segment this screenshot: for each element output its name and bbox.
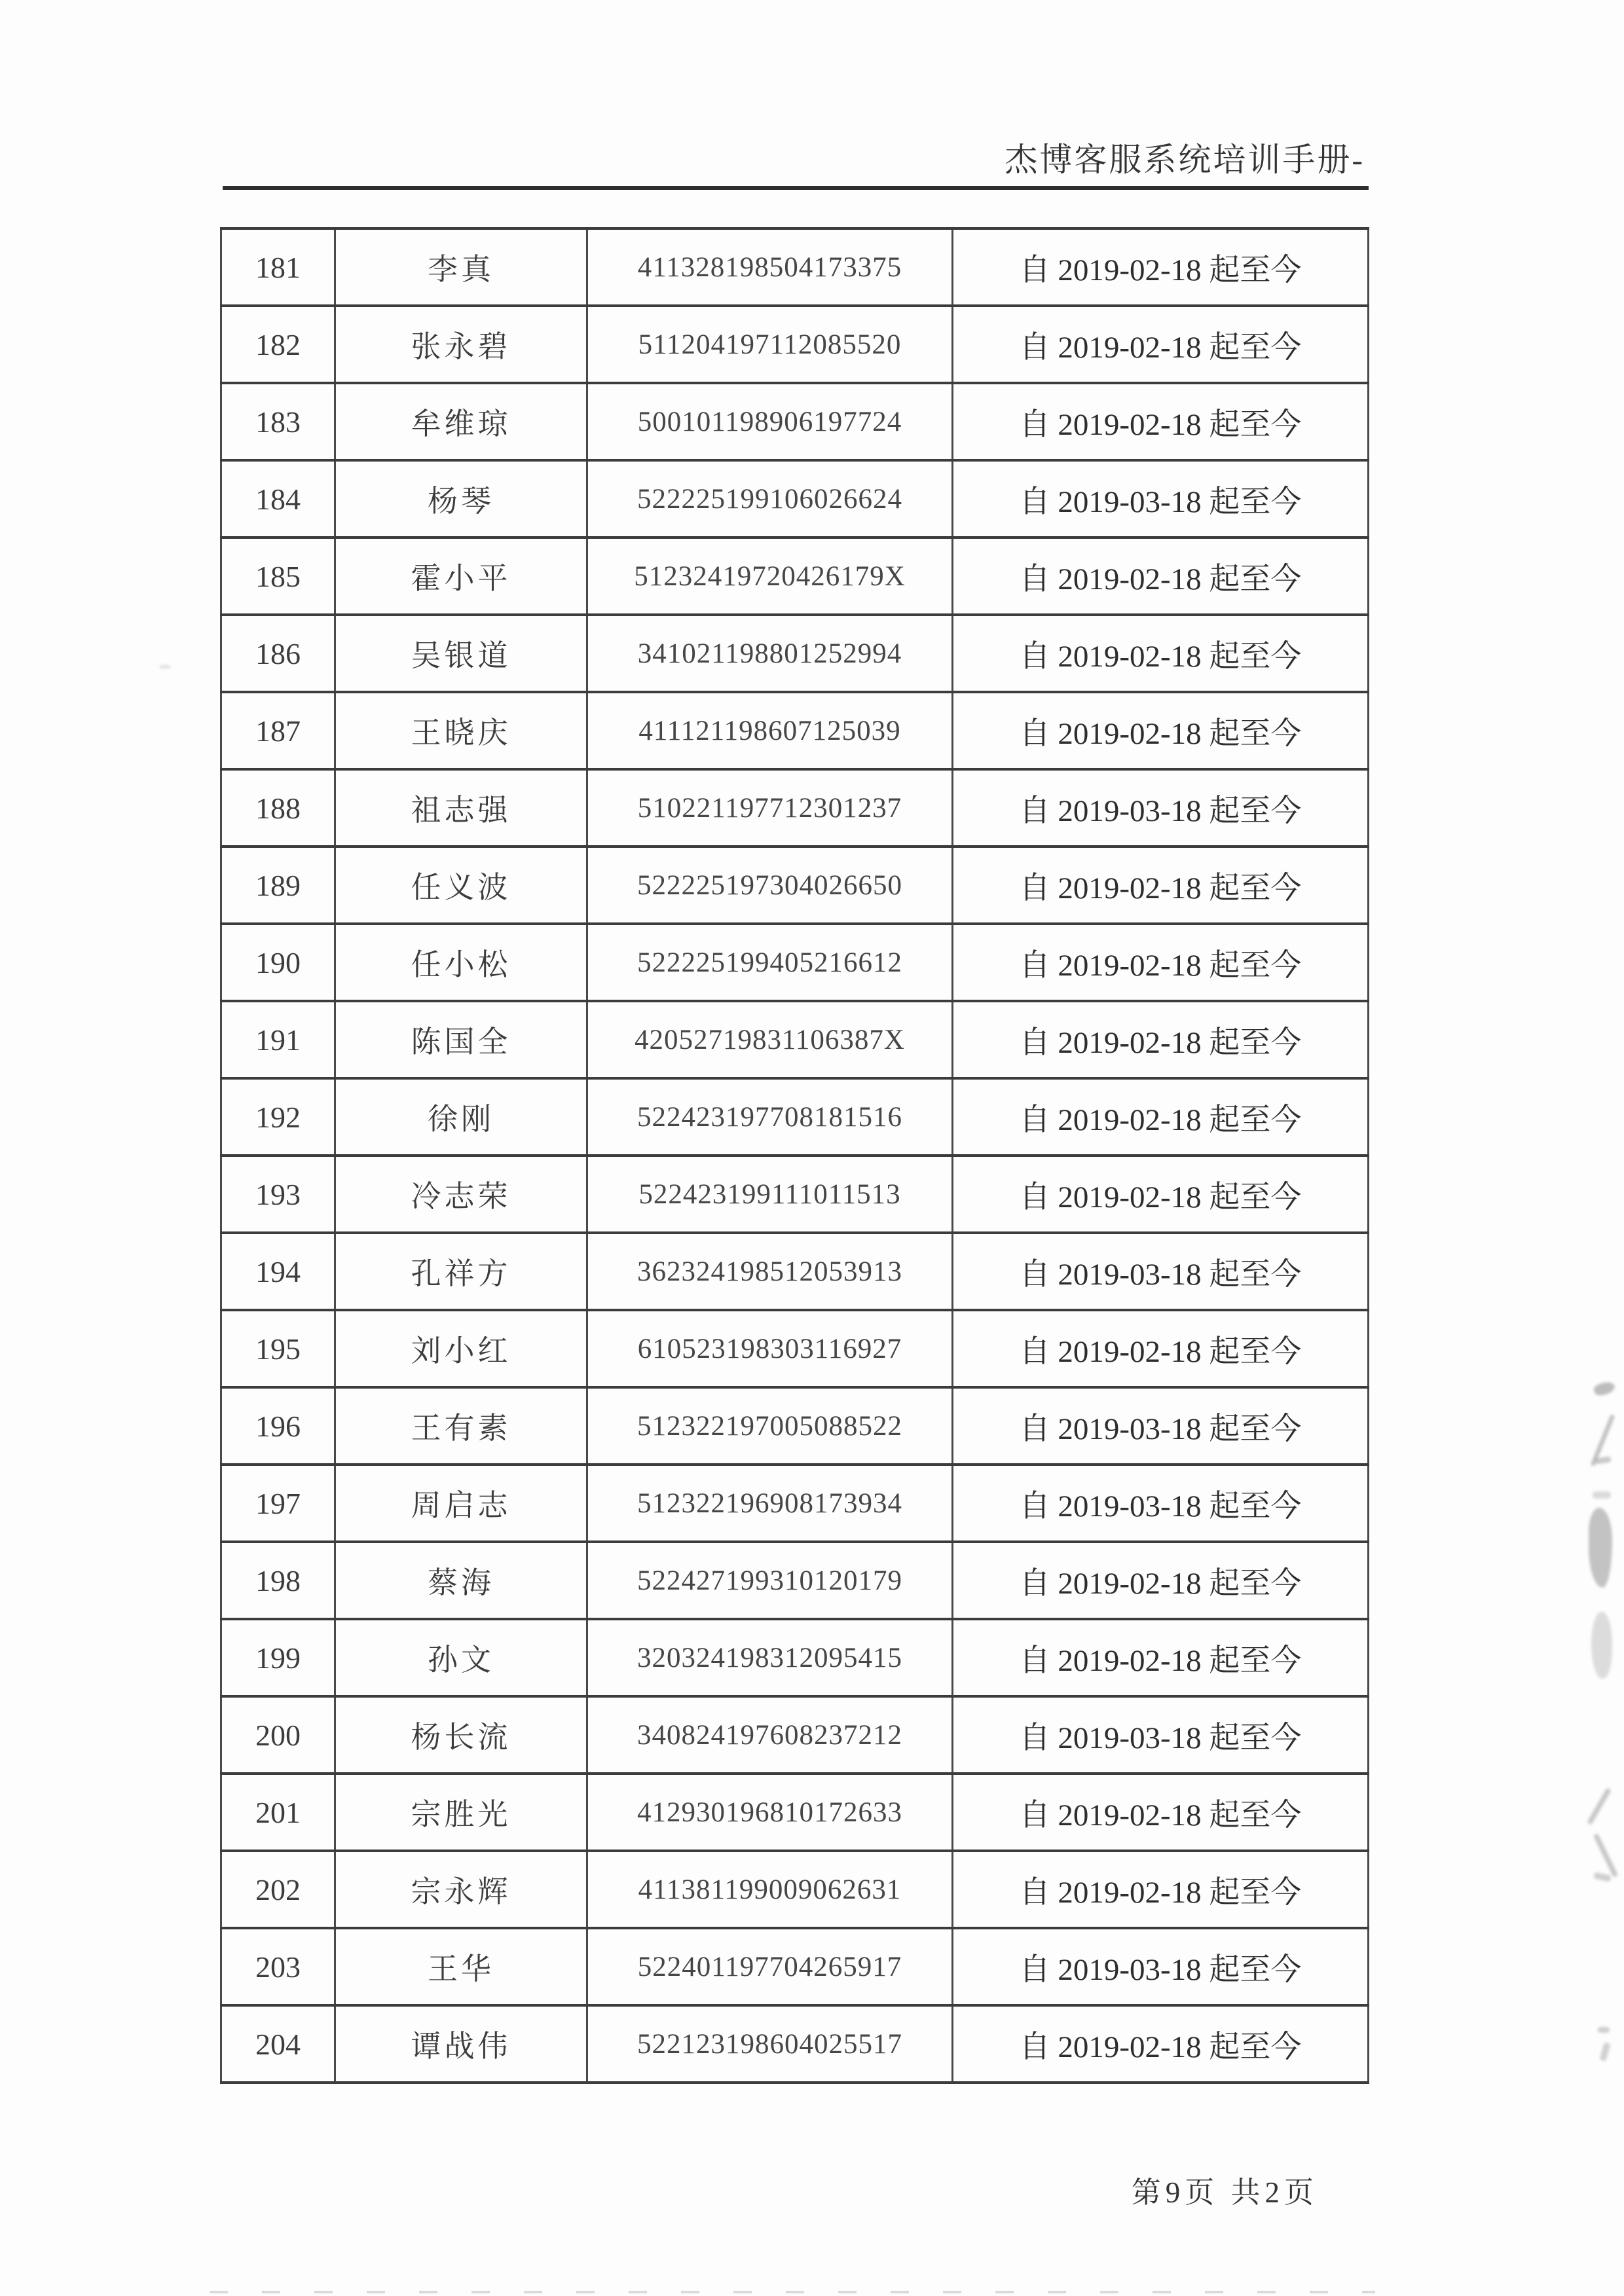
employment-period-cell: 自 2019-02-18 起至今 (953, 1774, 1369, 1851)
scan-edge-artifact (210, 2291, 1375, 2293)
scan-smudge (1599, 2042, 1610, 2062)
page-number: 第9页 共2页 (1131, 2176, 1318, 2209)
id-number-cell: 500101198906197724 (587, 383, 953, 460)
row-number-cell: 204 (221, 2005, 335, 2083)
table-row (221, 1310, 1369, 1387)
row-number-cell: 186 (221, 615, 335, 692)
id-number-cell: 412930196810172633 (587, 1774, 953, 1851)
employment-period-cell: 自 2019-02-18 起至今 (953, 383, 1369, 460)
id-number-cell: 411328198504173375 (587, 228, 953, 306)
name-cell: 王华 (335, 1928, 587, 2005)
row-number-cell: 182 (221, 306, 335, 383)
row-number-cell: 191 (221, 1001, 335, 1078)
id-number-cell: 362324198512053913 (587, 1233, 953, 1310)
table-row (221, 1387, 1369, 1465)
employment-period-cell: 自 2019-02-18 起至今 (953, 1156, 1369, 1233)
scan-smudge (1593, 1833, 1619, 1878)
name-cell: 霍小平 (335, 538, 587, 615)
table-row (221, 228, 1369, 306)
name-cell: 任义波 (335, 847, 587, 924)
name-cell: 祖志强 (335, 769, 587, 847)
employment-period-cell: 自 2019-02-18 起至今 (953, 847, 1369, 924)
table-row (221, 1001, 1369, 1078)
id-number-cell: 522423199111011513 (587, 1156, 953, 1233)
name-cell: 吴银道 (335, 615, 587, 692)
table-row (221, 1233, 1369, 1310)
employment-period-cell: 自 2019-02-18 起至今 (953, 1001, 1369, 1078)
row-number-cell: 195 (221, 1310, 335, 1387)
row-number-cell: 196 (221, 1387, 335, 1465)
row-number-cell: 190 (221, 924, 335, 1001)
employment-period-cell: 自 2019-02-18 起至今 (953, 2005, 1369, 2083)
employment-period-cell: 自 2019-02-18 起至今 (953, 1619, 1369, 1696)
table-row (221, 1696, 1369, 1774)
employment-period-cell: 自 2019-03-18 起至今 (953, 1387, 1369, 1465)
id-number-cell: 411381199009062631 (587, 1851, 953, 1928)
employment-period-cell: 自 2019-02-18 起至今 (953, 306, 1369, 383)
employment-period-cell: 自 2019-02-18 起至今 (953, 228, 1369, 306)
row-number-cell: 198 (221, 1542, 335, 1619)
row-number-cell: 189 (221, 847, 335, 924)
id-number-cell: 411121198607125039 (587, 692, 953, 769)
table-row (221, 1619, 1369, 1696)
name-cell: 王有素 (335, 1387, 587, 1465)
name-cell: 周启志 (335, 1465, 587, 1542)
id-number-cell: 522427199310120179 (587, 1542, 953, 1619)
id-number-cell: 522123198604025517 (587, 2005, 953, 2083)
table-row (221, 924, 1369, 1001)
table-row (221, 1465, 1369, 1542)
table-row (221, 306, 1369, 383)
id-number-cell: 511204197112085520 (587, 306, 953, 383)
employment-period-cell: 自 2019-03-18 起至今 (953, 1928, 1369, 2005)
employment-period-cell: 自 2019-03-18 起至今 (953, 1696, 1369, 1774)
employment-period-cell: 自 2019-02-18 起至今 (953, 1078, 1369, 1156)
id-number-cell: 512322196908173934 (587, 1465, 953, 1542)
employment-period-cell: 自 2019-03-18 起至今 (953, 1465, 1369, 1542)
employment-period-cell: 自 2019-02-18 起至今 (953, 615, 1369, 692)
name-cell: 杨琴 (335, 460, 587, 538)
table-row (221, 1078, 1369, 1156)
table-row (221, 769, 1369, 847)
row-number-cell: 200 (221, 1696, 335, 1774)
header-divider (223, 186, 1369, 190)
scan-smudge (1589, 1508, 1612, 1588)
row-number-cell: 193 (221, 1156, 335, 1233)
name-cell: 李真 (335, 228, 587, 306)
employment-period-cell: 自 2019-02-18 起至今 (953, 924, 1369, 1001)
row-number-cell: 197 (221, 1465, 335, 1542)
table-row (221, 1542, 1369, 1619)
id-number-cell: 42052719831106387X (587, 1001, 953, 1078)
scan-smudge (1587, 1787, 1612, 1825)
id-number-cell: 522423197708181516 (587, 1078, 953, 1156)
name-cell: 杨长流 (335, 1696, 587, 1774)
employment-period-cell: 自 2019-02-18 起至今 (953, 1310, 1369, 1387)
id-number-cell: 522225199106026624 (587, 460, 953, 538)
row-number-cell: 183 (221, 383, 335, 460)
employment-period-cell: 自 2019-02-18 起至今 (953, 692, 1369, 769)
name-cell: 孔祥方 (335, 1233, 587, 1310)
employment-period-cell: 自 2019-03-18 起至今 (953, 1233, 1369, 1310)
table-row (221, 538, 1369, 615)
row-number-cell: 181 (221, 228, 335, 306)
employment-period-cell: 自 2019-03-18 起至今 (953, 769, 1369, 847)
scan-smudge (1593, 1379, 1616, 1397)
name-cell: 宗永辉 (335, 1851, 587, 1928)
scan-smudge (1595, 1456, 1611, 1464)
row-number-cell: 199 (221, 1619, 335, 1696)
row-number-cell: 187 (221, 692, 335, 769)
row-number-cell: 201 (221, 1774, 335, 1851)
row-number-cell: 188 (221, 769, 335, 847)
table-row (221, 460, 1369, 538)
id-number-cell: 51232419720426179X (587, 538, 953, 615)
id-number-cell: 341021198801252994 (587, 615, 953, 692)
table-row (221, 847, 1369, 924)
name-cell: 蔡海 (335, 1542, 587, 1619)
name-cell: 孙文 (335, 1619, 587, 1696)
scan-smudge (160, 665, 170, 668)
table-row (221, 383, 1369, 460)
name-cell: 任小松 (335, 924, 587, 1001)
id-number-cell: 340824197608237212 (587, 1696, 953, 1774)
table-row (221, 1156, 1369, 1233)
row-number-cell: 184 (221, 460, 335, 538)
id-number-cell: 320324198312095415 (587, 1619, 953, 1696)
table-row (221, 2005, 1369, 2083)
row-number-cell: 185 (221, 538, 335, 615)
table-row (221, 692, 1369, 769)
name-cell: 王晓庆 (335, 692, 587, 769)
id-number-cell: 522225199405216612 (587, 924, 953, 1001)
table-row (221, 1774, 1369, 1851)
table-row (221, 615, 1369, 692)
id-number-cell: 522225197304026650 (587, 847, 953, 924)
employment-period-cell: 自 2019-02-18 起至今 (953, 538, 1369, 615)
scan-smudge (1598, 2027, 1610, 2033)
name-cell: 张永碧 (335, 306, 587, 383)
name-cell: 谭战伟 (335, 2005, 587, 2083)
table-row (221, 1928, 1369, 2005)
row-number-cell: 203 (221, 1928, 335, 2005)
employment-period-cell: 自 2019-02-18 起至今 (953, 1851, 1369, 1928)
scan-smudge (1593, 1872, 1612, 1882)
table-row (221, 1851, 1369, 1928)
employment-period-cell: 自 2019-03-18 起至今 (953, 460, 1369, 538)
id-number-cell: 522401197704265917 (587, 1928, 953, 2005)
header-title: 杰博客服系统培训手册- (1005, 141, 1365, 178)
id-number-cell: 610523198303116927 (587, 1310, 953, 1387)
name-cell: 冷志荣 (335, 1156, 587, 1233)
id-number-cell: 510221197712301237 (587, 769, 953, 847)
roster-table (220, 227, 1369, 2084)
row-number-cell: 202 (221, 1851, 335, 1928)
row-number-cell: 194 (221, 1233, 335, 1310)
scan-smudge (1591, 1612, 1612, 1679)
id-number-cell: 512322197005088522 (587, 1387, 953, 1465)
name-cell: 徐刚 (335, 1078, 587, 1156)
employment-period-cell: 自 2019-02-18 起至今 (953, 1542, 1369, 1619)
row-number-cell: 192 (221, 1078, 335, 1156)
name-cell: 宗胜光 (335, 1774, 587, 1851)
name-cell: 陈国全 (335, 1001, 587, 1078)
name-cell: 牟维琼 (335, 383, 587, 460)
scan-smudge (1593, 1491, 1611, 1499)
name-cell: 刘小红 (335, 1310, 587, 1387)
